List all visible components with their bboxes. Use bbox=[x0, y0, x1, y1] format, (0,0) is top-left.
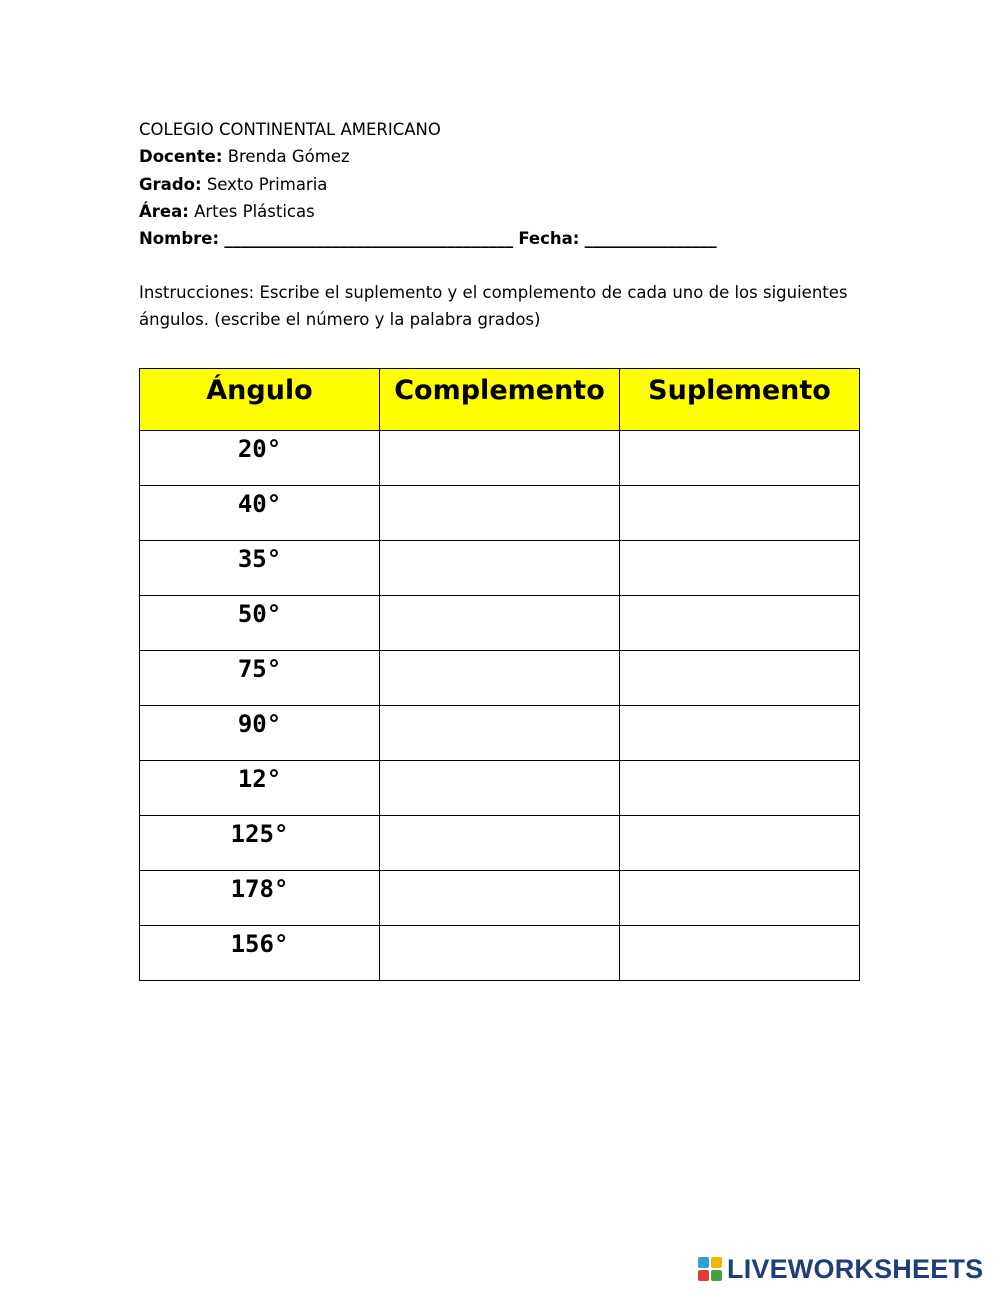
teacher-line bbox=[139, 143, 717, 170]
supplement-answer-cell[interactable] bbox=[620, 926, 860, 981]
table-row bbox=[140, 596, 860, 651]
table-row bbox=[140, 816, 860, 871]
grade-value: Sexto Primaria bbox=[206, 174, 328, 194]
complement-answer-field[interactable] bbox=[380, 706, 619, 760]
complement-answer-cell[interactable] bbox=[380, 926, 620, 981]
area-label: Área: bbox=[139, 201, 189, 221]
header-complement: Complemento bbox=[380, 369, 620, 431]
liveworksheets-icon bbox=[698, 1257, 722, 1281]
date-blank: ________________ bbox=[584, 229, 717, 249]
worksheet-header bbox=[139, 116, 717, 252]
logo-square bbox=[698, 1257, 709, 1268]
angle-value: 125° bbox=[140, 816, 380, 871]
name-label: Nombre: bbox=[139, 229, 220, 249]
supplement-answer-field[interactable] bbox=[620, 926, 859, 980]
complement-answer-cell[interactable] bbox=[380, 761, 620, 816]
supplement-answer-cell[interactable] bbox=[620, 596, 860, 651]
complement-answer-cell[interactable] bbox=[380, 486, 620, 541]
complement-answer-field[interactable] bbox=[380, 761, 619, 815]
complement-answer-field[interactable] bbox=[380, 651, 619, 705]
supplement-answer-field[interactable] bbox=[620, 761, 859, 815]
complement-answer-field[interactable] bbox=[380, 431, 619, 485]
table-row bbox=[140, 926, 860, 981]
complement-answer-field[interactable] bbox=[380, 871, 619, 925]
logo-square bbox=[698, 1270, 709, 1281]
complement-answer-cell[interactable] bbox=[380, 596, 620, 651]
complement-answer-cell[interactable] bbox=[380, 431, 620, 486]
date-label: Fecha: bbox=[518, 229, 580, 249]
supplement-answer-cell[interactable] bbox=[620, 651, 860, 706]
supplement-answer-cell[interactable] bbox=[620, 541, 860, 596]
table-row bbox=[140, 761, 860, 816]
supplement-answer-field[interactable] bbox=[620, 596, 859, 650]
header-supplement: Suplemento bbox=[620, 369, 860, 431]
supplement-answer-cell[interactable] bbox=[620, 761, 860, 816]
supplement-answer-field[interactable] bbox=[620, 871, 859, 925]
angle-value: 90° bbox=[140, 706, 380, 761]
area-value: Artes Plásticas bbox=[194, 201, 315, 221]
supplement-answer-cell[interactable] bbox=[620, 816, 860, 871]
liveworksheets-logo bbox=[698, 1254, 983, 1284]
angle-value: 12° bbox=[140, 761, 380, 816]
complement-answer-cell[interactable] bbox=[380, 816, 620, 871]
school-name: COLEGIO CONTINENTAL AMERICANO bbox=[139, 120, 441, 139]
table-row bbox=[140, 486, 860, 541]
logo-square bbox=[711, 1257, 722, 1268]
table-row bbox=[140, 431, 860, 486]
supplement-answer-field[interactable] bbox=[620, 486, 859, 540]
supplement-answer-field[interactable] bbox=[620, 431, 859, 485]
table-row bbox=[140, 541, 860, 596]
angles-table bbox=[139, 368, 860, 981]
grade-label: Grado: bbox=[139, 174, 202, 194]
angle-value: 178° bbox=[140, 871, 380, 926]
supplement-answer-cell[interactable] bbox=[620, 706, 860, 761]
brand-text: LIVEWORKSHEETS bbox=[727, 1253, 984, 1284]
area-line bbox=[139, 198, 717, 225]
complement-answer-cell[interactable] bbox=[380, 706, 620, 761]
complement-answer-cell[interactable] bbox=[380, 651, 620, 706]
angle-value: 50° bbox=[140, 596, 380, 651]
name-date-line bbox=[139, 225, 717, 252]
complement-answer-cell[interactable] bbox=[380, 541, 620, 596]
table-row bbox=[140, 651, 860, 706]
angle-value: 156° bbox=[140, 926, 380, 981]
name-blank: ___________________________________ bbox=[224, 229, 514, 249]
supplement-answer-field[interactable] bbox=[620, 816, 859, 870]
table-header-row bbox=[140, 369, 860, 431]
angle-value: 75° bbox=[140, 651, 380, 706]
supplement-answer-cell[interactable] bbox=[620, 871, 860, 926]
complement-answer-field[interactable] bbox=[380, 816, 619, 870]
logo-square bbox=[711, 1270, 722, 1281]
complement-answer-field[interactable] bbox=[380, 926, 619, 980]
complement-answer-field[interactable] bbox=[380, 486, 619, 540]
grade-line bbox=[139, 171, 717, 198]
complement-answer-field[interactable] bbox=[380, 541, 619, 595]
angle-value: 35° bbox=[140, 541, 380, 596]
teacher-label: Docente: bbox=[139, 147, 223, 167]
header-angle: Ángulo bbox=[140, 369, 380, 431]
instructions-text: Instrucciones: Escribe el suplemento y el complemento de cada uno de los siguientes ángulos. (escribe el número y la palabra grados) bbox=[139, 283, 848, 329]
supplement-answer-cell[interactable] bbox=[620, 486, 860, 541]
table-row bbox=[140, 871, 860, 926]
table-row bbox=[140, 706, 860, 761]
supplement-answer-field[interactable] bbox=[620, 541, 859, 595]
angle-value: 40° bbox=[140, 486, 380, 541]
teacher-value: Brenda Gómez bbox=[227, 147, 350, 167]
supplement-answer-field[interactable] bbox=[620, 651, 859, 705]
supplement-answer-field[interactable] bbox=[620, 706, 859, 760]
angle-value: 20° bbox=[140, 431, 380, 486]
complement-answer-cell[interactable] bbox=[380, 871, 620, 926]
complement-answer-field[interactable] bbox=[380, 596, 619, 650]
supplement-answer-cell[interactable] bbox=[620, 431, 860, 486]
